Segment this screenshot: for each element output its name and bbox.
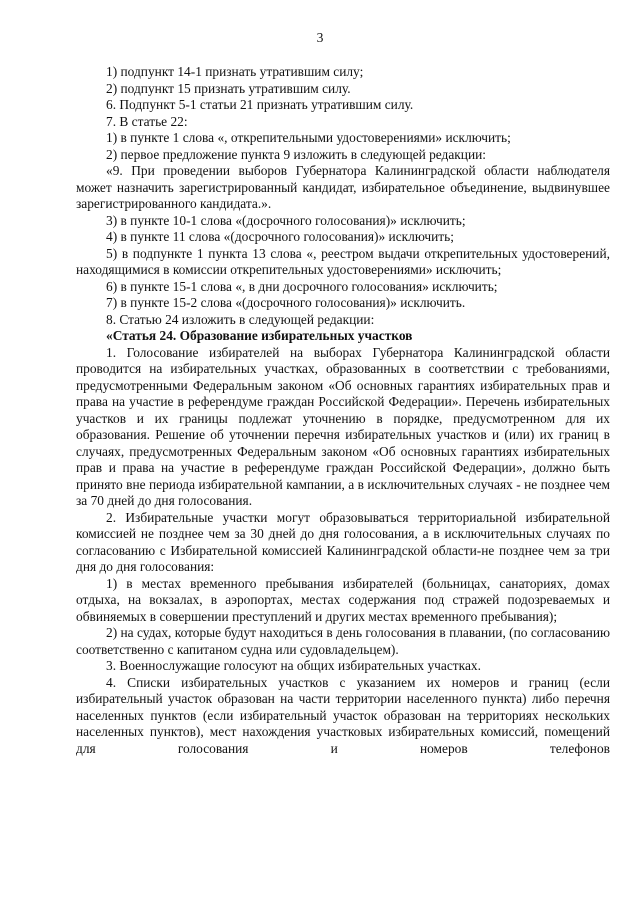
paragraph-1: 1) подпункт 14-1 признать утратившим силу;: [106, 64, 364, 79]
paragraph-7: «9. При проведении выборов Губернатора Калининградской области наблюдателя может назначить зарегистрированный кандидат, избирательное объединение, выдвинувшее зарегистрированного кандидата.».: [76, 163, 610, 211]
article-heading: «Статья 24. Образование избирательных участков: [106, 328, 413, 343]
paragraph-11: 6) в пункте 15-1 слова «, в дни досрочного голосования» исключить;: [106, 278, 498, 294]
paragraph-4: 7. В статье 22:: [106, 113, 188, 129]
paragraph-19: 3. Военнослужащие голосуют на общих избирательных участках.: [106, 658, 481, 673]
paragraph-18: 2) на судах, которые будут находиться в день голосования в плавании, (по согласованию соответственно с капитаном судна или судовладельцем).: [76, 625, 610, 657]
paragraph-12: 7) в пункте 15-2 слова «(досрочного голосования)» исключить.: [106, 295, 466, 310]
document-body: [76, 64, 610, 757]
paragraph-15: 1. Голосование избирателей на выборах Губернатора Калининградской области проводится на избирательных участках, образованных в соответствии с требованиями, предусмотренными Федеральным законом «Об основных гарантиях избирательных прав и права на участие в референдуме граждан Российской Федерации». Перечень избирательных участков и их границы подлежат уточнению в порядке, предусмотренном для их образования. Решение об уточнении перечня избирательных участков и (или) их границ в случаях, предусмотренных Федеральным законом «Об основных гарантиях избирательных прав и права на участие в референдуме граждан Российской Федерации», должно быть принято вне периода избирательной кампании, а в исключительных случаях - не позднее чем за 70 дней до дня голосования.: [76, 344, 610, 508]
paragraph-8: 3) в пункте 10-1 слова «(досрочного голосования)» исключить;: [106, 212, 466, 228]
paragraph-2: 2) подпункт 15 признать утратившим силу.: [106, 80, 351, 96]
paragraph-6: 2) первое предложение пункта 9 изложить в следующей редакции:: [106, 146, 487, 162]
paragraph-17: 1) в местах временного пребывания избирателей (больницах, санаториях, домах отдыха, на вокзалах, в аэропортах, местах содержания под стражей подозреваемых и обвиняемых в совершении преступлений и других местах временного пребывания);: [76, 575, 610, 624]
paragraph-5: 1) в пункте 1 слова «, открепительными удостоверениями» исключить;: [106, 130, 511, 145]
paragraph-16: 2. Избирательные участки могут образовываться территориальной избирательной комиссией не позднее чем за 30 дней до дня голосования, а в исключительных случаях по согласованию с Избирательной комиссией Калининградской области-не позднее чем за три дня до дня голосования:: [76, 509, 610, 574]
page-number: 3: [316, 30, 324, 45]
paragraph-10: 5) в подпункте 1 пункта 13 слова «, реестром выдачи открепительных удостоверений, находящимися в комиссии открепительных удостоверениями» исключить;: [76, 245, 610, 277]
paragraph-3: 6. Подпункт 5-1 статьи 21 признать утратившим силу.: [106, 97, 414, 112]
paragraph-20: 4. Списки избирательных участков с указанием их номеров и границ (если избирательный участок образован на части территории населенного пункта) либо перечня населенных пунктов (если избирательный участок образован на территориях нескольких населенных пунктов), мест нахождения участковых избирательных комиссий, помещений для голосования и номеров телефонов: [76, 674, 610, 756]
paragraph-9: 4) в пункте 11 слова «(досрочного голосования)» исключить;: [106, 229, 454, 244]
paragraph-13: 8. Статью 24 изложить в следующей редакции:: [106, 311, 375, 327]
